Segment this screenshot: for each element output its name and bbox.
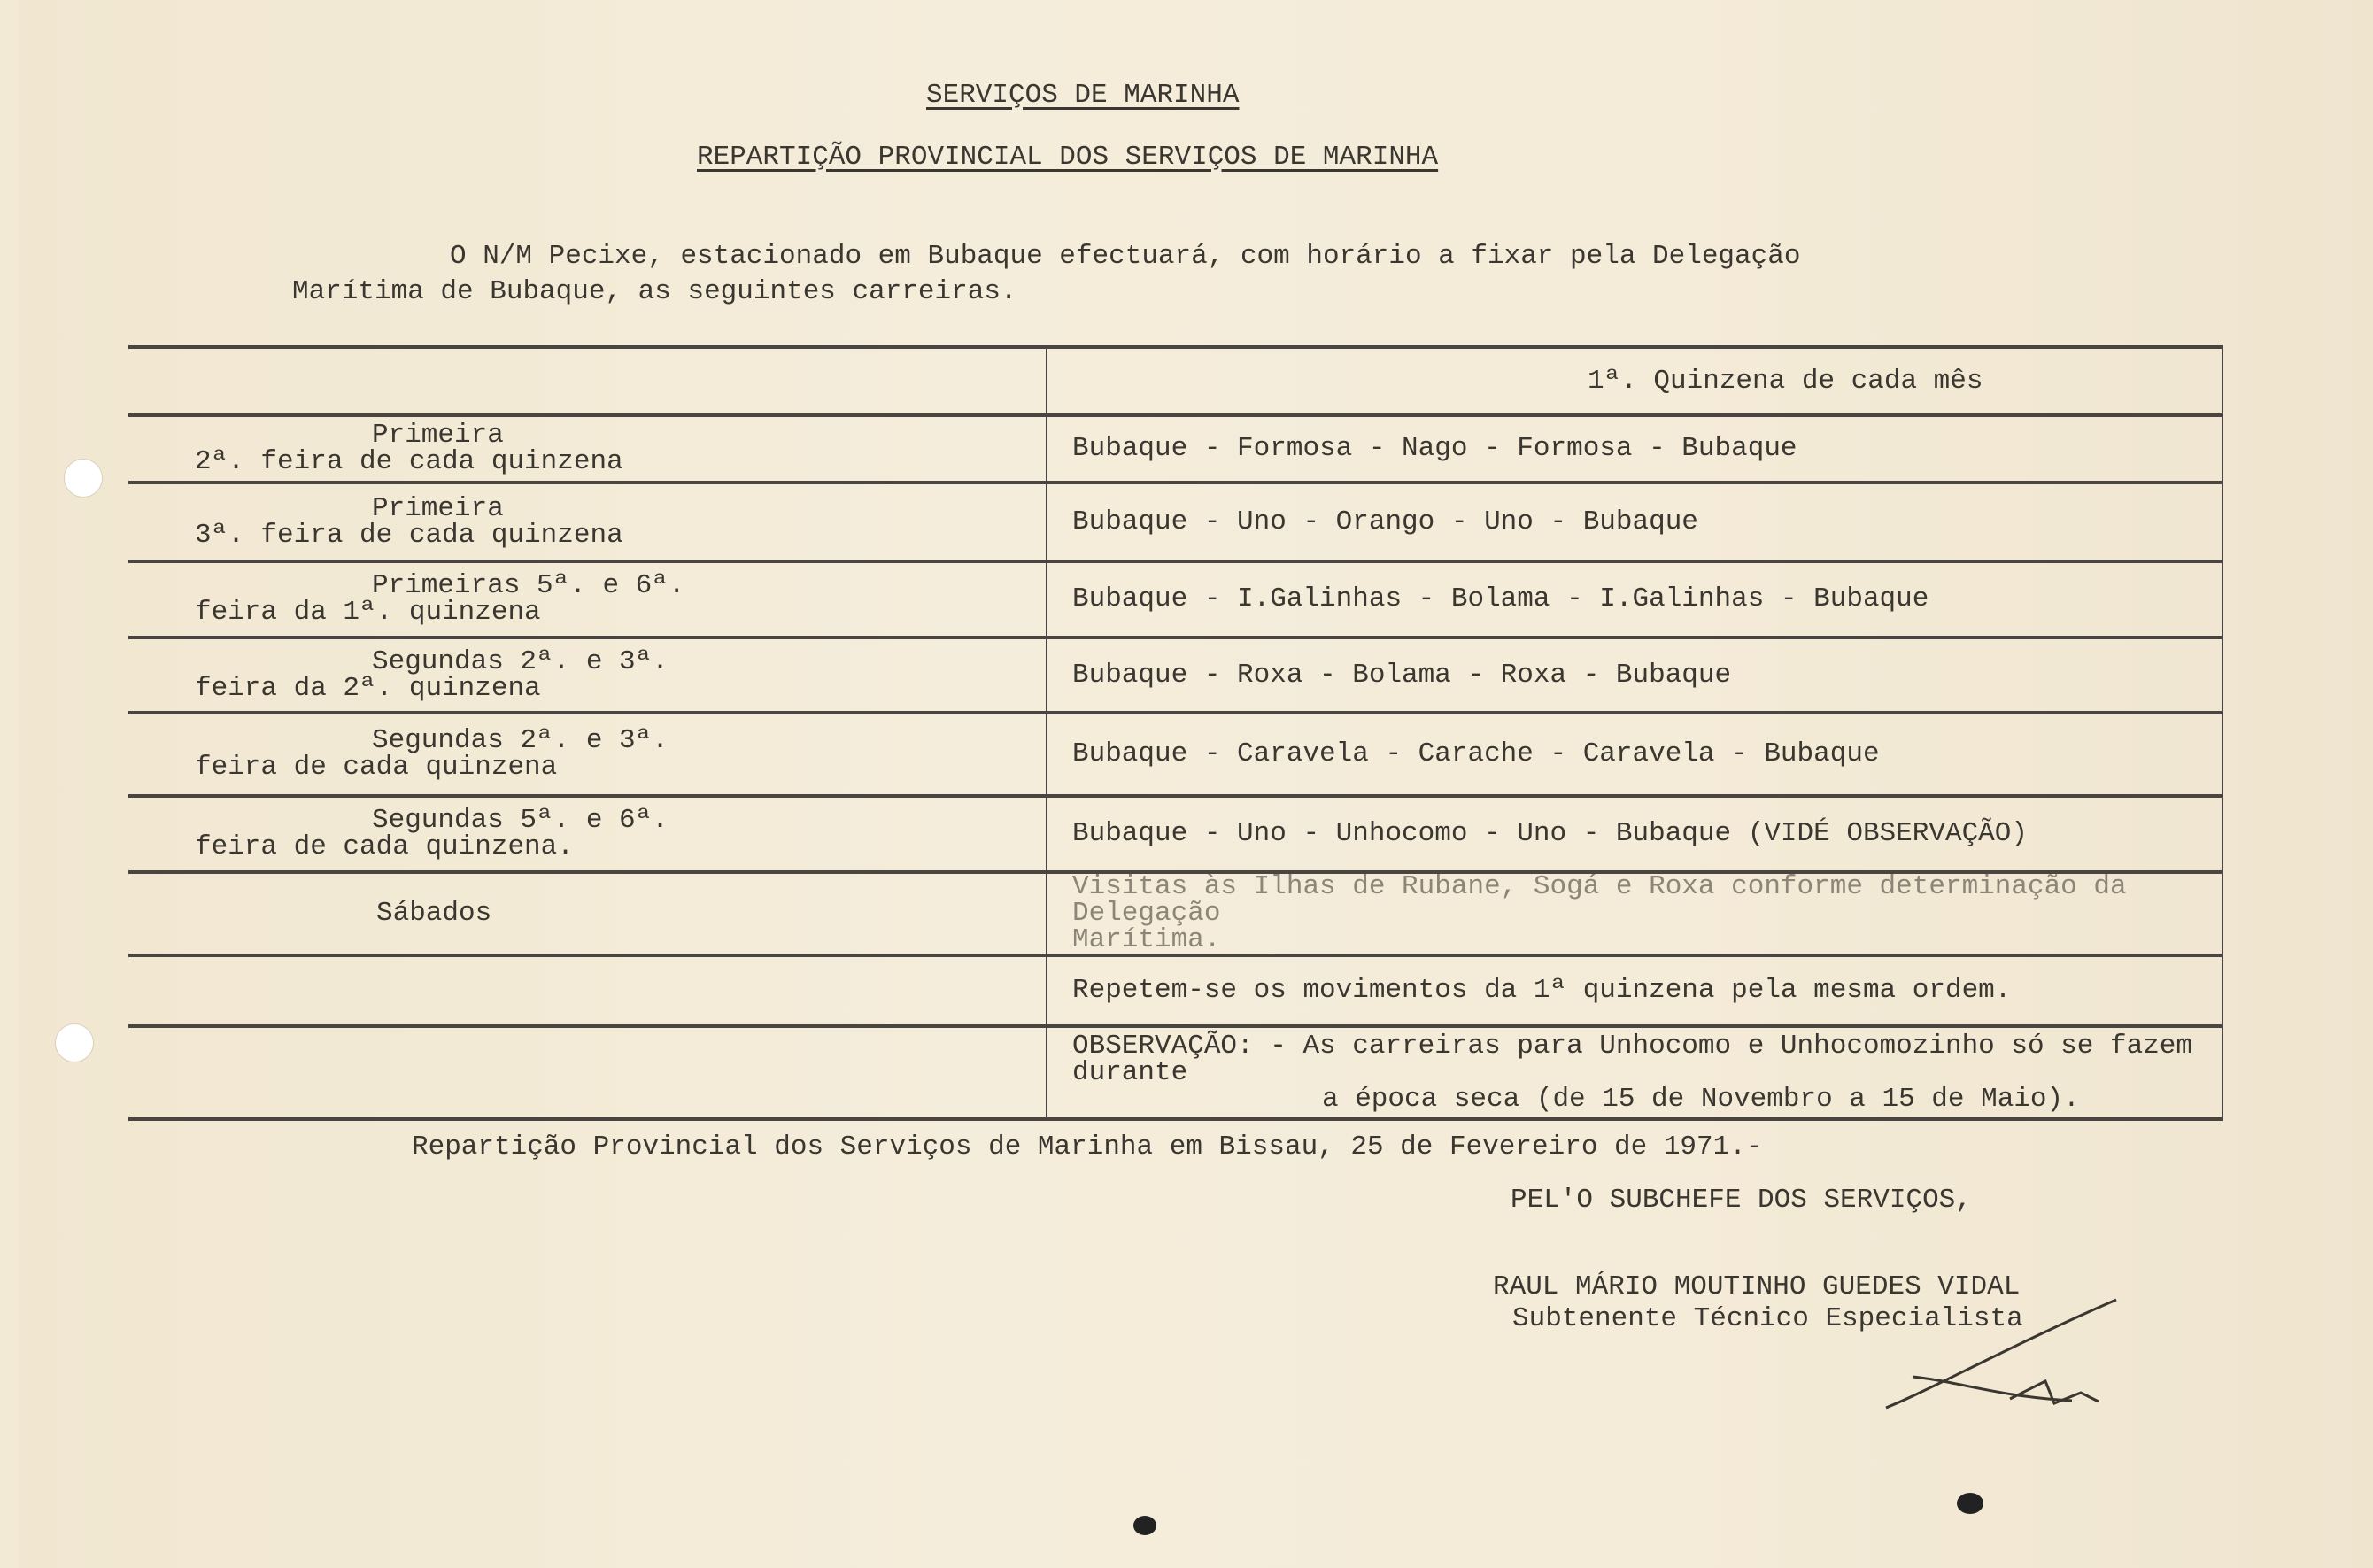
punch-hole bbox=[64, 459, 103, 498]
intro-line-1: O N/M Pecixe, estacionado em Bubaque efectuará, com horário a fixar pela Delegação bbox=[450, 241, 1801, 272]
signatory-name: RAUL MÁRIO MOUTINHO GUEDES VIDAL bbox=[1493, 1271, 2021, 1302]
signature-for: PEL'O SUBCHEFE DOS SERVIÇOS, bbox=[1511, 1185, 1972, 1216]
handwritten-signature bbox=[1877, 1293, 2143, 1434]
table-row-saturday bbox=[128, 872, 2222, 955]
route: Bubaque - Formosa - Nago - Formosa - Bubaque bbox=[1047, 415, 2222, 483]
header-fortnight: 1ª. Quinzena de cada mês bbox=[1047, 347, 2222, 415]
route: Marítima. bbox=[1072, 924, 1221, 955]
day-label: Primeira bbox=[372, 492, 504, 524]
repeat-note: Repetem-se os movimentos da 1ª quinzena pela mesma ordem. bbox=[1047, 955, 2222, 1026]
table-row-note bbox=[128, 1026, 2222, 1119]
route: Bubaque - Roxa - Bolama - Roxa - Bubaque bbox=[1047, 637, 2222, 713]
day-label: 2ª. feira de cada quinzena bbox=[195, 446, 623, 477]
table-row bbox=[128, 637, 2222, 713]
punch-hole bbox=[55, 1023, 94, 1062]
table-row bbox=[128, 713, 2222, 796]
table-header-row bbox=[128, 347, 2222, 415]
table-row bbox=[128, 415, 2222, 483]
signatory-rank: Subtenente Técnico Especialista bbox=[1512, 1303, 2023, 1334]
route: Bubaque - Uno - Unhocomo - Uno - Bubaque (VIDÉ OBSERVAÇÃO) bbox=[1047, 796, 2222, 872]
day-label: Segundas 5ª. e 6ª. bbox=[372, 805, 669, 836]
day-label: Sábados bbox=[128, 872, 1047, 955]
ink-spot bbox=[1133, 1516, 1156, 1535]
document-subtitle: REPARTIÇÃO PROVINCIAL DOS SERVIÇOS DE MARINHA bbox=[697, 142, 1439, 173]
table-row bbox=[128, 483, 2222, 561]
place-date: Repartição Provincial dos Serviços de Marinha em Bissau, 25 de Fevereiro de 1971.- bbox=[412, 1132, 1763, 1162]
route: Bubaque - Caravela - Carache - Caravela - Bubaque bbox=[1047, 713, 2222, 796]
day-label: feira da 2ª. quinzena bbox=[195, 672, 541, 704]
day-label: feira de cada quinzena bbox=[195, 752, 558, 783]
day-label: Primeiras 5ª. e 6ª. bbox=[372, 570, 685, 601]
table-row bbox=[128, 796, 2222, 872]
route: Bubaque - Uno - Orango - Uno - Bubaque bbox=[1047, 483, 2222, 561]
observation-note: OBSERVAÇÃO: - As carreiras para Unhocomo e Unhocomozinho só se fazem durante bbox=[1072, 1030, 2193, 1088]
day-label: 3ª. feira de cada quinzena bbox=[195, 519, 623, 551]
day-label: Segundas 2ª. e 3ª. bbox=[372, 645, 669, 677]
table-row-repeat bbox=[128, 955, 2222, 1026]
day-label: feira da 1ª. quinzena bbox=[195, 597, 541, 628]
table-row bbox=[128, 561, 2222, 637]
intro-line-2: Marítima de Bubaque, as seguintes carreiras. bbox=[292, 276, 1017, 307]
ink-spot bbox=[1957, 1493, 1983, 1514]
route: Visitas às Ilhas de Rubane, Sogá e Roxa conforme determinação da Delegação bbox=[1072, 871, 2127, 929]
route: Bubaque - I.Galinhas - Bolama - I.Galinhas - Bubaque bbox=[1047, 561, 2222, 637]
day-label: feira de cada quinzena. bbox=[195, 831, 574, 862]
schedule-table bbox=[128, 345, 2223, 1121]
day-label: Segundas 2ª. e 3ª. bbox=[372, 725, 669, 756]
day-label: Primeira bbox=[372, 420, 504, 451]
document-title: SERVIÇOS DE MARINHA bbox=[926, 80, 1240, 111]
observation-note: a época seca (de 15 de Novembro a 15 de Maio). bbox=[1322, 1083, 2080, 1115]
